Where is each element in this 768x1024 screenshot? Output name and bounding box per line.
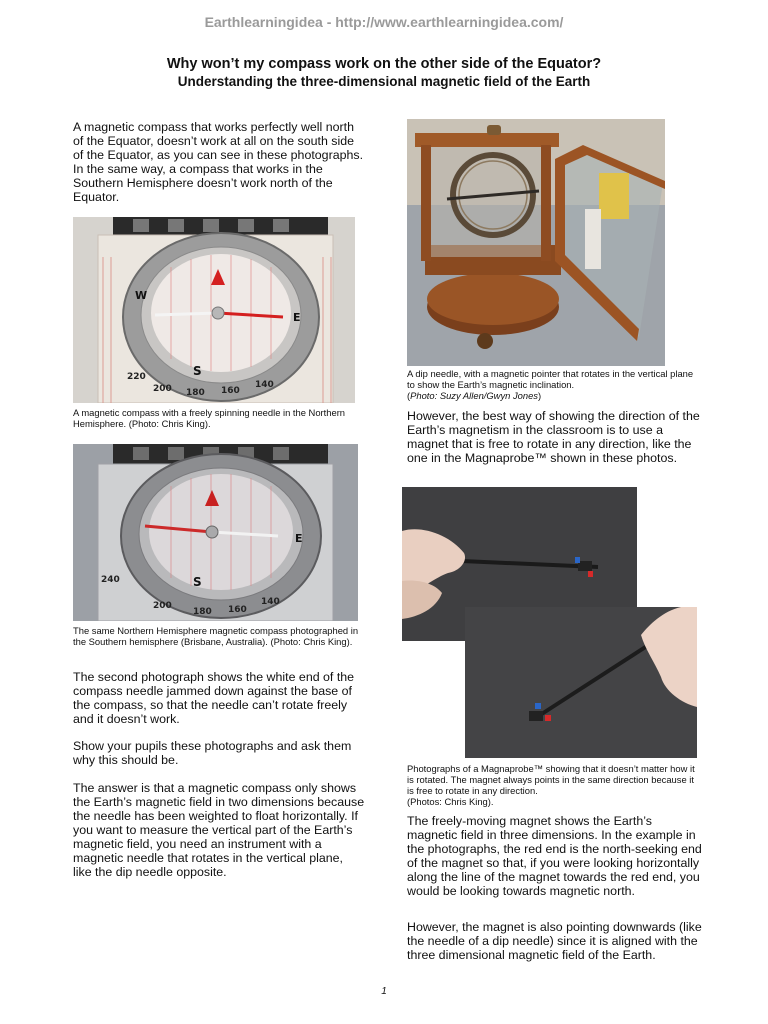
magnaprobe-caption-text: Photographs of a Magnaprobe™ showing that it doesn’t matter how it is rotated. The magnet always points in the same direction because it is free to rotate in any direction.	[407, 763, 695, 796]
west-label: W	[135, 289, 148, 302]
east-label-2: E	[295, 532, 303, 545]
south-label: S	[193, 364, 202, 378]
degree-140-label-2: 140	[261, 597, 280, 607]
degree-200-label-2: 200	[153, 601, 172, 611]
compass-photo-southern	[73, 444, 358, 621]
dip-needle-caption	[407, 368, 699, 401]
site-header: Earthlearningidea - http://www.earthlearningidea.com/	[204, 14, 564, 30]
compass-northern-illustration	[73, 217, 355, 403]
page-subtitle: Understanding the three-dimensional magnetic field of the Earth	[177, 74, 591, 89]
magnaprobe-photo-2	[465, 607, 697, 758]
degree-140-label: 140	[255, 380, 274, 390]
dip-needle-caption-close: )	[537, 390, 542, 401]
dip-needle-photo-credit: Photo: Suzy Allen/Gwyn Jones	[410, 390, 538, 401]
east-label: E	[293, 311, 301, 324]
paragraph-best-way: However, the best way of showing the direction of the Earth’s magnetism in the classroom is to use a magnet that is free to rotate in any direction, like the one in the Magnaprobe™ shown in these photos.	[407, 409, 700, 465]
intro-paragraph: A magnetic compass that works perfectly well north of the Equator, doesn’t work at all on the south side of the Equator, as you can see in these photographs. In the same way, a compass that works in the Southern Hemisphere doesn’t work north of the Equator.	[73, 120, 364, 204]
degree-160-label-2: 160	[228, 605, 247, 615]
degree-180-label-2: 180	[193, 607, 212, 617]
page-title: Why won’t my compass work on the other side of the Equator?	[166, 56, 602, 72]
paragraph-answer: The answer is that a magnetic compass only shows the Earth’s magnetic field in two dimensions because the needle has been weighted to float horizontally. If you want to measure the vertical part of the Earth’s magnetic field, you need an instrument with a magnetic needle that rotates in the vertical plane, like the dip needle opposite.	[73, 781, 365, 879]
magnaprobe-photo-credit: (Photos: Chris King).	[407, 796, 494, 807]
compass-photo-northern	[73, 217, 355, 403]
degree-240-label-2: 240	[101, 575, 120, 585]
degree-180-label: 180	[186, 388, 205, 398]
dip-needle-caption-text: A dip needle, with a magnetic pointer that rotates in the vertical plane to show the Earth’s magnetic inclination.	[407, 368, 694, 390]
compass-northern-caption: A magnetic compass with a freely spinning needle in the Northern Hemisphere. (Photo: Chris King).	[73, 407, 346, 429]
paragraph-pointing-downwards: However, the magnet is also pointing downwards (like the needle of a dip needle) since it is aligned with the three dimensional magnetic field of the Earth.	[407, 920, 702, 962]
degree-220-label: 220	[127, 372, 146, 382]
dip-needle-caption-open: (	[407, 390, 411, 401]
paragraph-three-dimensions: The freely-moving magnet shows the Earth’s magnetic field in three dimensions. In the example in the photographs, the red end is the north-seeking end of the magnet so that, if you were looking horizontally along the line of the magnet towards the red end, you would be looking towards magnetic north.	[407, 814, 702, 898]
paragraph-ask-pupils: Show your pupils these photographs and ask them why this should be.	[73, 739, 352, 767]
dip-needle-illustration	[407, 119, 665, 366]
degree-160-label: 160	[221, 386, 240, 396]
compass-southern-caption: The same Northern Hemisphere magnetic compass photographed in the Southern hemisphere (Brisbane, Australia). (Photo: Chris King).	[73, 625, 359, 647]
magnaprobe-illustration-2	[465, 607, 697, 758]
dip-needle-photo	[407, 119, 665, 366]
south-label-2: S	[193, 575, 202, 589]
compass-southern-illustration	[73, 444, 358, 621]
magnaprobe-caption	[407, 763, 699, 807]
degree-200-label: 200	[153, 384, 172, 394]
paragraph-jammed-needle: The second photograph shows the white end of the compass needle jammed down against the base of the compass, so that the needle can’t rotate freely and it doesn’t work.	[73, 670, 355, 726]
page-number: 1	[381, 986, 387, 997]
